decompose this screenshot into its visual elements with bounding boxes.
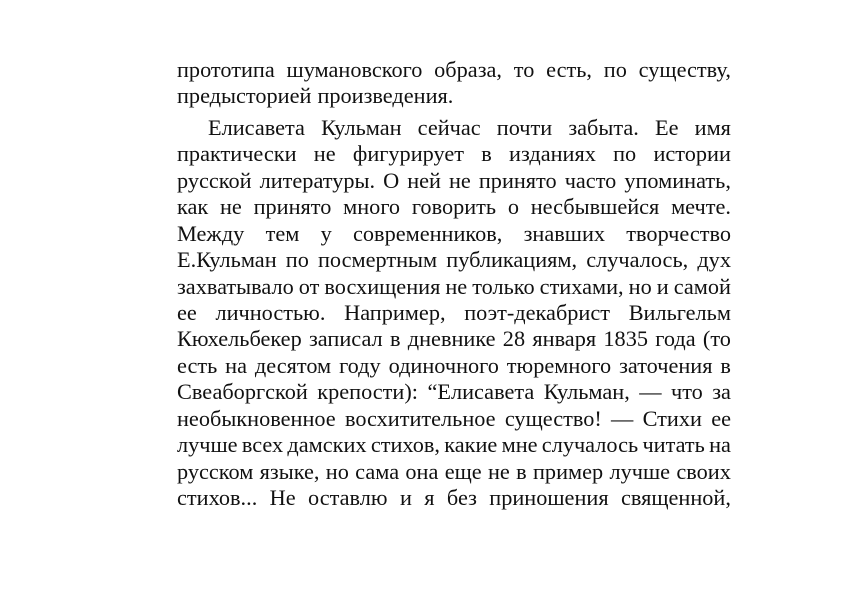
word: забыта. <box>568 114 639 140</box>
word: стихами, <box>539 273 624 299</box>
word: 28 <box>502 326 526 352</box>
word: Не <box>269 485 296 510</box>
word: не <box>449 167 471 193</box>
word: и <box>399 485 412 510</box>
word: ней <box>407 167 441 193</box>
word: русском <box>177 458 254 484</box>
word: мечте. <box>671 194 731 220</box>
word: в <box>481 141 492 167</box>
word: крепости): <box>317 379 418 405</box>
word: дамских <box>287 432 367 458</box>
word: своих <box>676 458 731 484</box>
word: Кюхельбекер <box>177 326 302 352</box>
word: не <box>487 458 510 484</box>
text-line <box>177 459 731 485</box>
word: говорить <box>411 194 497 220</box>
word: тюремного <box>506 352 612 378</box>
word: тем <box>265 220 300 246</box>
word: дух <box>697 247 731 273</box>
word: Вильгельм <box>628 299 731 325</box>
word: литературы. <box>259 167 376 193</box>
word: по <box>285 247 309 273</box>
word: у <box>320 220 332 246</box>
word: не <box>219 194 242 220</box>
word: случалось <box>541 432 639 458</box>
word: в <box>516 458 527 484</box>
text-line <box>177 274 731 300</box>
text-line <box>177 83 731 109</box>
word: Кульман <box>321 114 402 140</box>
word: только <box>472 273 535 299</box>
word: Между <box>177 220 245 246</box>
word: Стихи <box>642 405 702 431</box>
word: есть, <box>546 57 592 82</box>
word: не <box>313 141 336 167</box>
word: приношения <box>489 485 609 510</box>
word: современников, <box>353 220 503 246</box>
text-line <box>177 57 731 83</box>
word: захватывало <box>177 273 294 299</box>
word: заточения <box>619 352 713 378</box>
word: существу, <box>638 57 731 82</box>
text-line <box>177 353 731 379</box>
word: творчество <box>626 220 731 246</box>
word: от <box>298 273 320 299</box>
word: пример <box>532 458 604 484</box>
word: (то <box>702 326 731 352</box>
word: ее <box>711 405 731 431</box>
word: изданиях <box>509 141 596 167</box>
word: мне <box>501 432 538 458</box>
word: сама <box>355 458 400 484</box>
word: я <box>424 485 435 510</box>
body-text <box>177 57 731 511</box>
word: несбывшейся <box>530 194 660 220</box>
word: года <box>655 326 696 352</box>
word: Елисавета <box>208 114 305 140</box>
word: не <box>445 273 468 299</box>
word: без <box>446 485 477 510</box>
word: десятом <box>254 352 332 378</box>
word: русской <box>177 167 252 193</box>
word: поэт-декабрист <box>464 299 611 325</box>
word: практически <box>177 141 297 167</box>
word: она <box>405 458 439 484</box>
word: то <box>513 57 535 82</box>
word: что <box>670 379 703 405</box>
word: какие <box>444 432 498 458</box>
word: Кульман, <box>543 379 630 405</box>
word: еще <box>444 458 482 484</box>
word: необыкновенное <box>177 405 336 431</box>
text-line <box>177 432 731 458</box>
word: 1835 <box>603 326 648 352</box>
text-line <box>177 326 731 352</box>
word: стихов, <box>370 432 440 458</box>
word: восхищения <box>324 273 441 299</box>
word: но <box>628 273 652 299</box>
word: по <box>603 57 627 82</box>
word: одиночного <box>388 352 499 378</box>
word: но <box>325 458 349 484</box>
word: О <box>383 167 400 193</box>
word: часто <box>564 167 617 193</box>
word: шумановского <box>286 57 423 82</box>
text-line <box>177 247 731 273</box>
word: предысторией <box>177 83 312 109</box>
word: личностью. <box>215 299 326 325</box>
word: лучше <box>177 432 238 458</box>
word: читать <box>642 432 705 458</box>
word: — <box>611 405 634 431</box>
text-line <box>177 221 731 247</box>
word: прототипа <box>177 57 275 82</box>
paragraph-first-line <box>177 115 731 141</box>
word: фигурирует <box>352 141 464 167</box>
text-line <box>177 406 731 432</box>
word: есть <box>177 352 218 378</box>
word: принято <box>253 194 332 220</box>
text-line <box>177 194 731 220</box>
word: много <box>343 194 401 220</box>
word: священной, <box>620 485 731 510</box>
word: посмертным <box>317 247 438 273</box>
word: Свеаборгской <box>177 379 308 405</box>
word: о <box>507 194 519 220</box>
word: за <box>712 379 731 405</box>
word: знавших <box>523 220 606 246</box>
word: почти <box>496 114 553 140</box>
word: Е.Кульман <box>177 247 277 273</box>
word: существо! <box>504 405 602 431</box>
word: Например, <box>344 299 446 325</box>
word: на <box>709 432 731 458</box>
word: записал <box>309 326 383 352</box>
text-line <box>177 168 731 194</box>
word: ее <box>177 299 197 325</box>
word: сейчас <box>417 114 481 140</box>
word: января <box>532 326 597 352</box>
word: как <box>177 194 209 220</box>
word: на <box>225 352 248 378</box>
word: истории <box>653 141 731 167</box>
word: стихов... <box>177 485 258 510</box>
word: и <box>656 273 669 299</box>
word: языке, <box>259 458 320 484</box>
word: в <box>389 326 401 352</box>
word: имя <box>694 114 731 140</box>
word: — <box>639 379 662 405</box>
text-line <box>177 141 731 167</box>
word: “Елисавета <box>427 379 535 405</box>
word: публикациям, <box>446 247 578 273</box>
word: Ее <box>654 114 679 140</box>
word: произведения. <box>317 83 454 109</box>
word: принято <box>478 167 557 193</box>
word: по <box>613 141 637 167</box>
word: упоминать, <box>624 167 731 193</box>
word: в <box>720 352 731 378</box>
word: дневнике <box>407 326 496 352</box>
word: году <box>339 352 381 378</box>
text-line <box>177 300 731 326</box>
word: самой <box>673 273 731 299</box>
word: всех <box>241 432 284 458</box>
word: оставлю <box>308 485 388 510</box>
text-line <box>177 485 731 511</box>
word: восхитительное <box>344 405 496 431</box>
word: образа, <box>434 57 502 82</box>
word: случалось, <box>586 247 689 273</box>
word: лучше <box>609 458 671 484</box>
text-line <box>177 379 731 405</box>
